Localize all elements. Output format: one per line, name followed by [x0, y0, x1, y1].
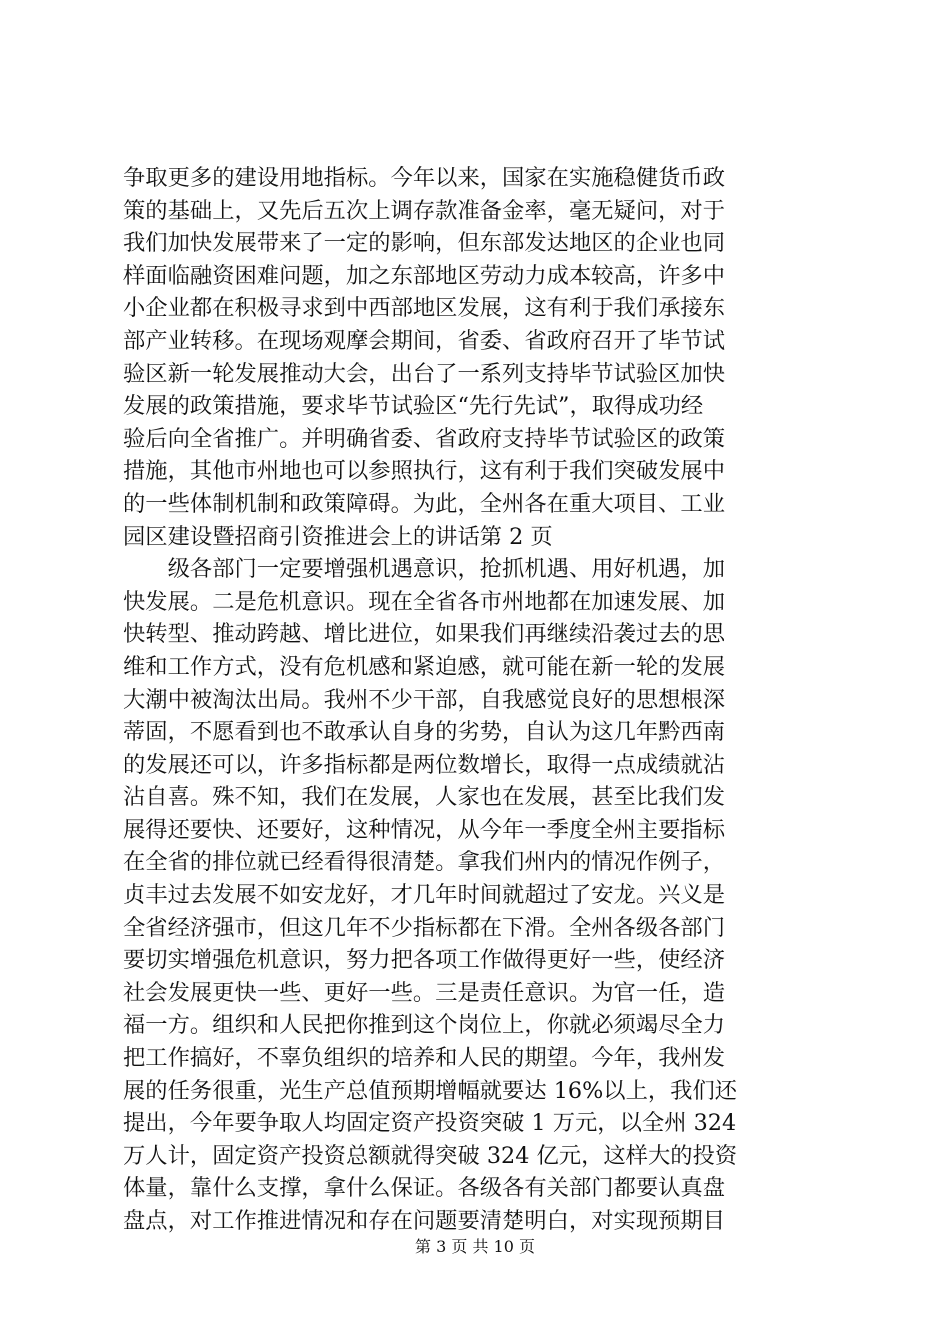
text-line: 策的基础上，又先后五次上调存款准备金率，毫无疑问，对于 [123, 197, 726, 224]
text-line: 万人计，固定资产投资总额就得突破 324 亿元，这样大的投资 [123, 1142, 738, 1169]
text-line: 全省经济强市，但这几年不少指标都在下滑。全州各级各部门 [123, 914, 726, 941]
text-line: 快发展。二是危机意识。现在全省各市州地都在加速发展、加 [123, 588, 726, 615]
text-line: 盘点，对工作推进情况和存在问题要清楚明白，对实现预期目 [123, 1208, 726, 1234]
text-line: 的发展还可以，许多指标都是两位数增长，取得一点成绩就沾 [123, 751, 726, 778]
text-line: 蒂固，不愿看到也不敢承认自身的劣势，自认为这几年黔西南 [123, 719, 726, 746]
text-line: 发展的政策措施，要求毕节试验区“先行先试”，取得成功经 [123, 393, 704, 420]
text-line: 争取更多的建设用地指标。今年以来，国家在实施稳健货币政 [123, 165, 726, 191]
text-line: 措施，其他市州地也可以参照执行，这有利于我们突破发展中 [123, 458, 726, 485]
text-line: 大潮中被淘汰出局。我州不少干部，自我感觉良好的思想根深 [123, 686, 726, 713]
text-line: 小企业都在积极寻求到中西部地区发展，这有利于我们承接东 [123, 295, 726, 322]
text-line: 的一些体制机制和政策障碍。为此，全州各在重大项目、工业 [123, 490, 726, 517]
text-line: 提出，今年要争取人均固定资产投资突破 1 万元，以全州 324 [123, 1110, 737, 1137]
page-footer: 第 3 页 共 10 页 [415, 1237, 535, 1256]
text-line: 沾自喜。殊不知，我们在发展，人家也在发展，甚至比我们发 [123, 784, 726, 811]
text-line: 样面临融资困难问题，加之东部地区劳动力成本较高，许多中 [123, 262, 726, 289]
text-line: 园区建设暨招商引资推进会上的讲话第 2 页 [123, 523, 553, 550]
text-line: 部产业转移。在现场观摩会期间，省委、省政府召开了毕节试 [123, 327, 726, 354]
body-text [123, 162, 835, 1238]
text-line: 在全省的排位就已经看得很清楚。拿我们州内的情况作例子， [123, 849, 726, 876]
text-line: 体量，靠什么支撑，拿什么保证。各级各有关部门都要认真盘 [123, 1175, 726, 1202]
text-line: 贞丰过去发展不如安龙好，才几年时间就超过了安龙。兴义是 [123, 882, 726, 909]
text-line: 要切实增强危机意识，努力把各项工作做得更好一些，使经济 [123, 947, 726, 974]
text-line: 展的任务很重，光生产总值预期增幅就要达 16%以上，我们还 [123, 1077, 738, 1104]
text-line: 验区新一轮发展推动大会，出台了一系列支持毕节试验区加快 [123, 360, 726, 387]
text-line: 级各部门一定要增强机遇意识，抢抓机遇、用好机遇，加 [123, 556, 726, 583]
text-line: 展得还要快、还要好，这种情况，从今年一季度全州主要指标 [123, 816, 726, 843]
text-line: 维和工作方式，没有危机感和紧迫感，就可能在新一轮的发展 [123, 653, 726, 680]
text-line: 验后向全省推广。并明确省委、省政府支持毕节试验区的政策 [123, 425, 726, 452]
text-line: 社会发展更快一些、更好一些。三是责任意识。为官一任，造 [123, 979, 726, 1006]
text-line: 把工作搞好，不辜负组织的培养和人民的期望。今年，我州发 [123, 1045, 726, 1072]
text-line: 福一方。组织和人民把你推到这个岗位上，你就必须竭尽全力 [123, 1012, 726, 1039]
text-line: 快转型、推动跨越、增比进位，如果我们再继续沿袭过去的思 [123, 621, 726, 648]
text-line: 我们加快发展带来了一定的影响，但东部发达地区的企业也同 [123, 230, 726, 257]
